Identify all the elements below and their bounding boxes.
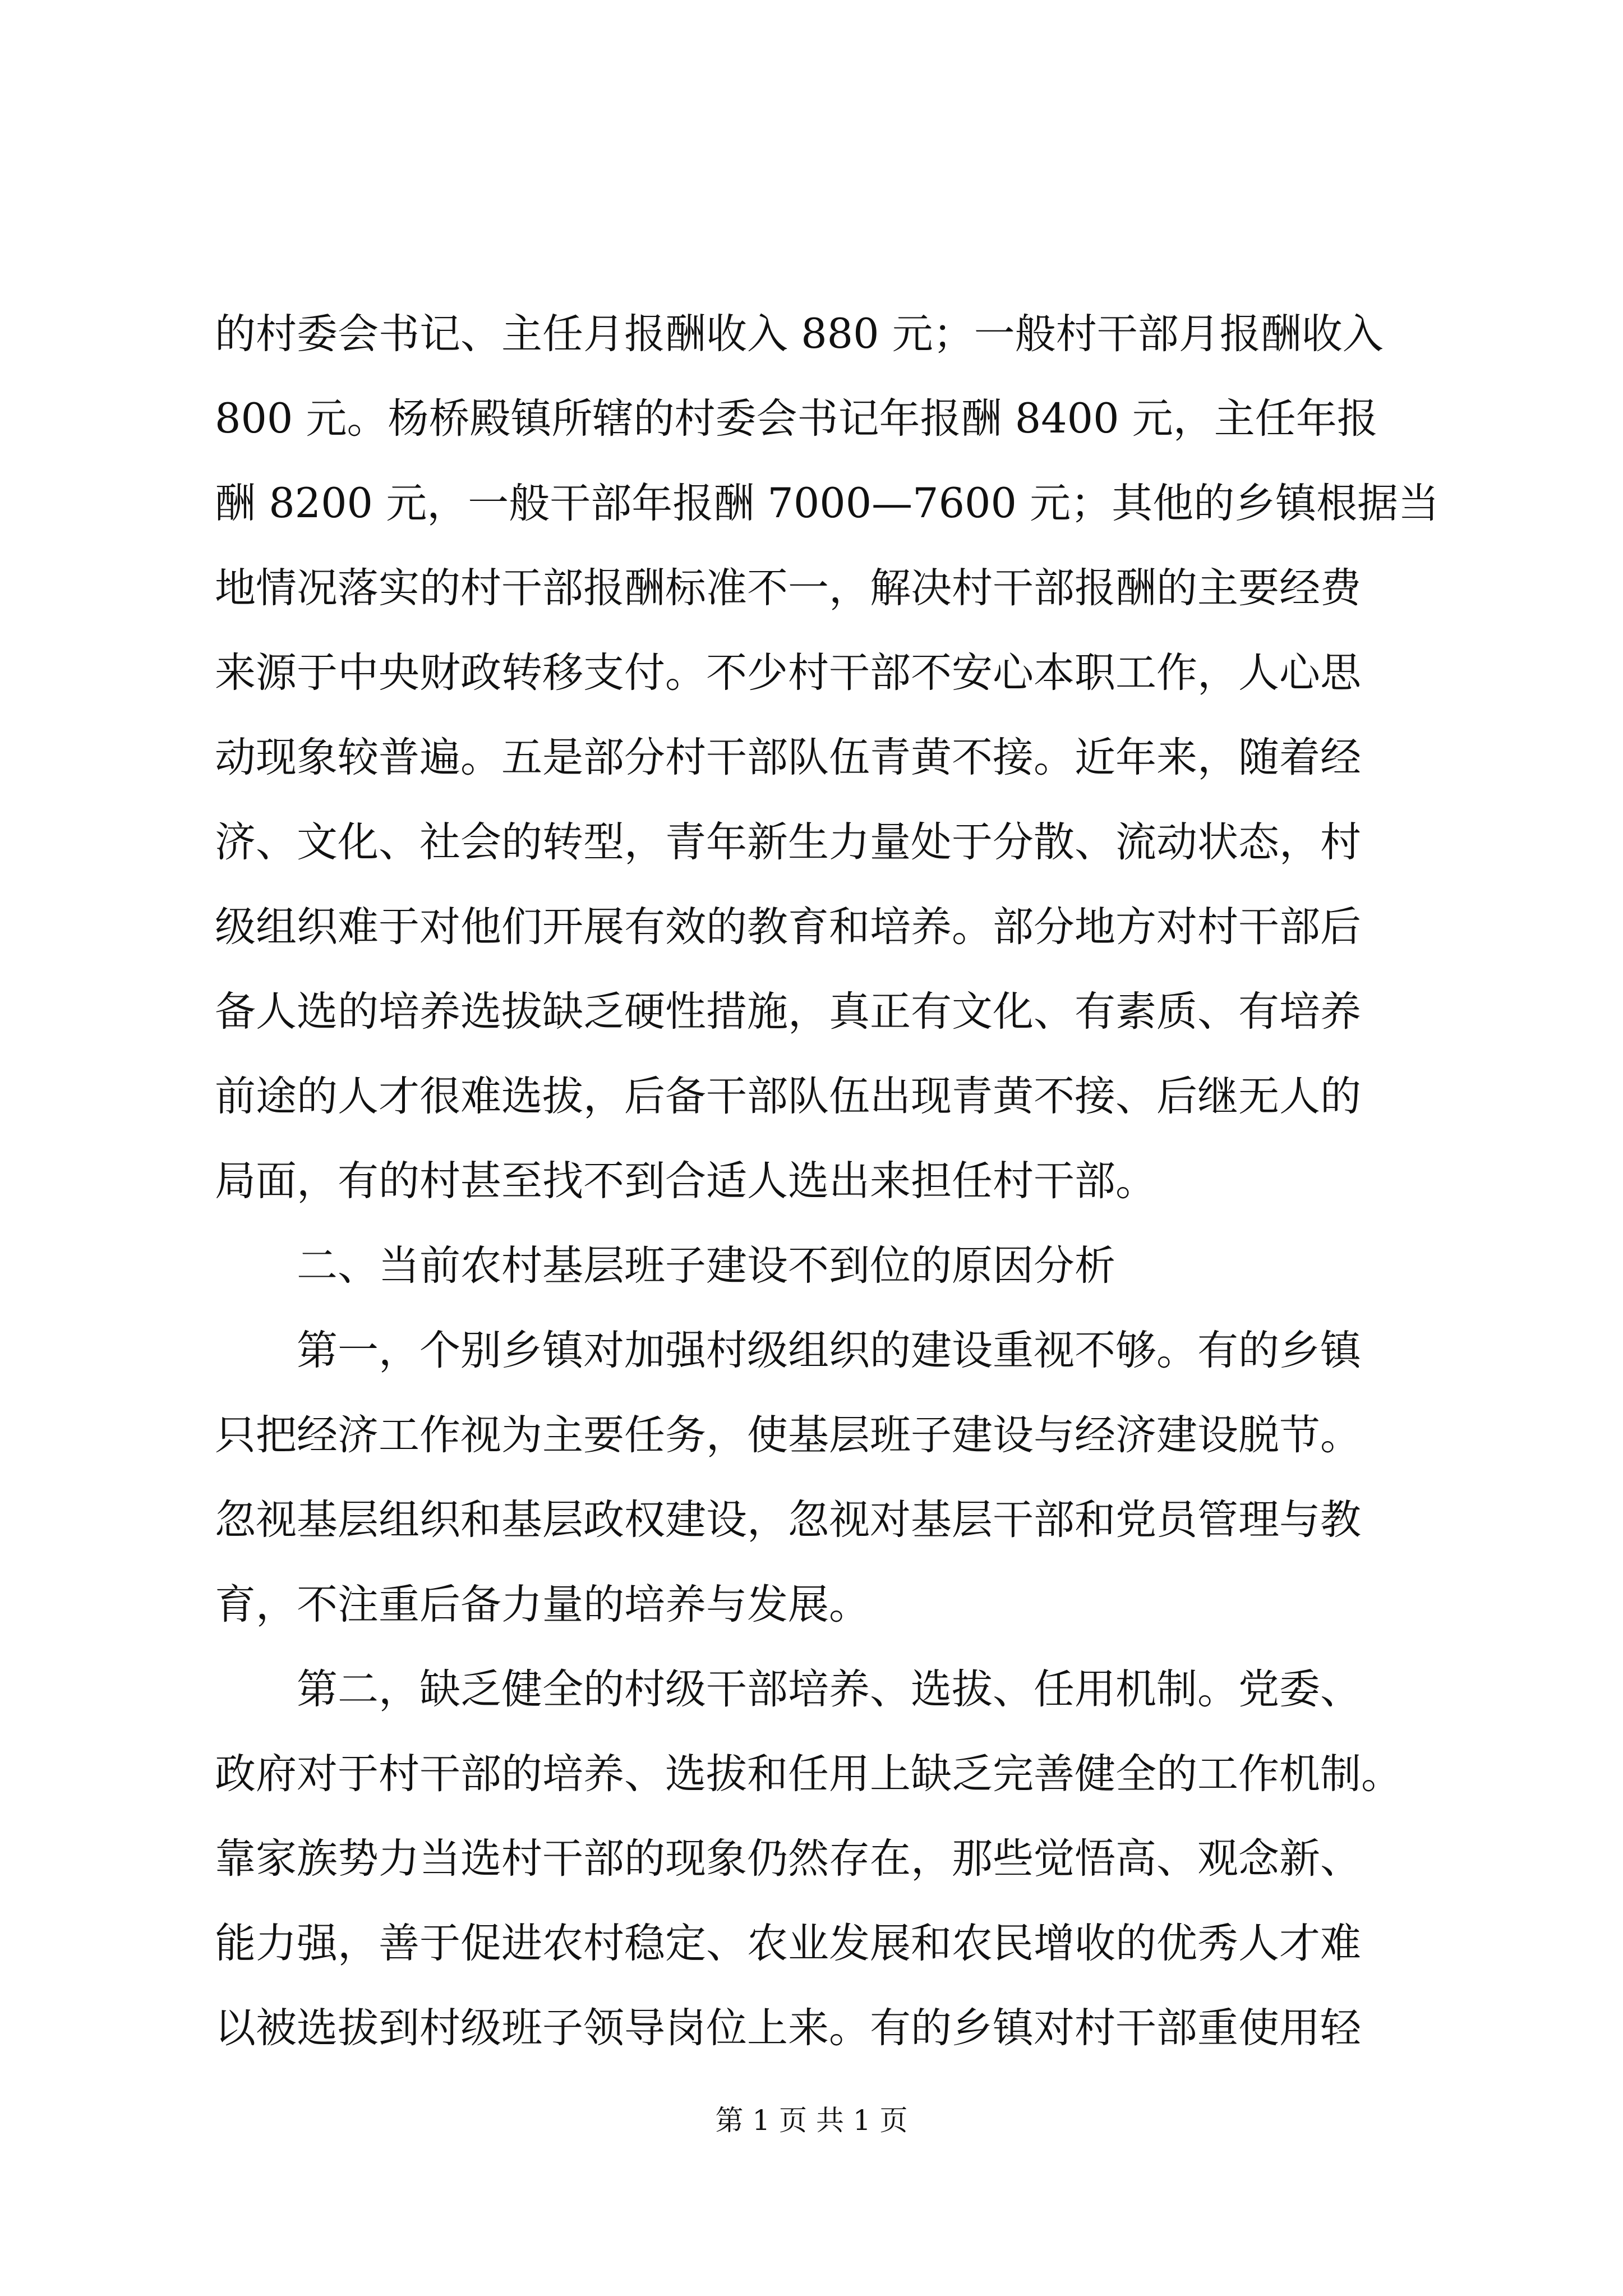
document-body (215, 292, 1440, 2070)
text-line: 前途的人才很难选拔，后备干部队伍出现青黄不接、后继无人的 (215, 1073, 1361, 1120)
text-line: 忽视基层组织和基层政权建设，忽视对基层干部和党员管理与教 (215, 1496, 1361, 1544)
section-heading: 二、当前农村基层班子建设不到位的原因分析 (297, 1242, 1115, 1290)
text-line: 动现象较普遍。五是部分村干部队伍青黄不接。近年来，随着经 (215, 734, 1361, 781)
text-line: 局面，有的村甚至找不到合适人选出来担任村干部。 (215, 1157, 1156, 1205)
text-line: 以被选拔到村级班子领导岗位上来。有的乡镇对村干部重使用轻 (215, 2004, 1361, 2052)
page-number-footer: 第 1 页 共 1 页 (715, 2104, 908, 2137)
text-line: 来源于中央财政转移支付。不少村干部不安心本职工作，人心思 (215, 649, 1361, 697)
text-line: 政府对于村干部的培养、选拔和任用上缺乏完善健全的工作机制。 (215, 1750, 1402, 1798)
text-line: 济、文化、社会的转型，青年新生力量处于分散、流动状态，村 (215, 818, 1361, 866)
text-line: 800 元。杨桥殿镇所辖的村委会书记年报酬 8400 元，主任年报 (215, 395, 1378, 443)
text-line: 育，不注重后备力量的培养与发展。 (215, 1581, 870, 1628)
text-line: 备人选的培养选拔缺乏硬性措施，真正有文化、有素质、有培养 (215, 988, 1361, 1036)
text-line: 酬 8200 元，一般干部年报酬 7000—7600 元；其他的乡镇根据当 (215, 480, 1440, 527)
text-line: 地情况落实的村干部报酬标准不一，解决村干部报酬的主要经费 (215, 564, 1361, 612)
text-line: 第一，个别乡镇对加强村级组织的建设重视不够。有的乡镇 (297, 1327, 1361, 1374)
text-line: 级组织难于对他们开展有效的教育和培养。部分地方对村干部后 (215, 903, 1361, 951)
text-line: 的村委会书记、主任月报酬收入 880 元；一般村干部月报酬收入 (215, 310, 1384, 358)
text-line: 只把经济工作视为主要任务，使基层班子建设与经济建设脱节。 (215, 1411, 1361, 1459)
text-line: 能力强，善于促进农村稳定、农业发展和农民增收的优秀人才难 (215, 1920, 1361, 1967)
text-line: 第二，缺乏健全的村级干部培养、选拔、任用机制。党委、 (297, 1665, 1361, 1713)
text-line: 靠家族势力当选村干部的现象仍然存在，那些觉悟高、观念新、 (215, 1835, 1361, 1883)
